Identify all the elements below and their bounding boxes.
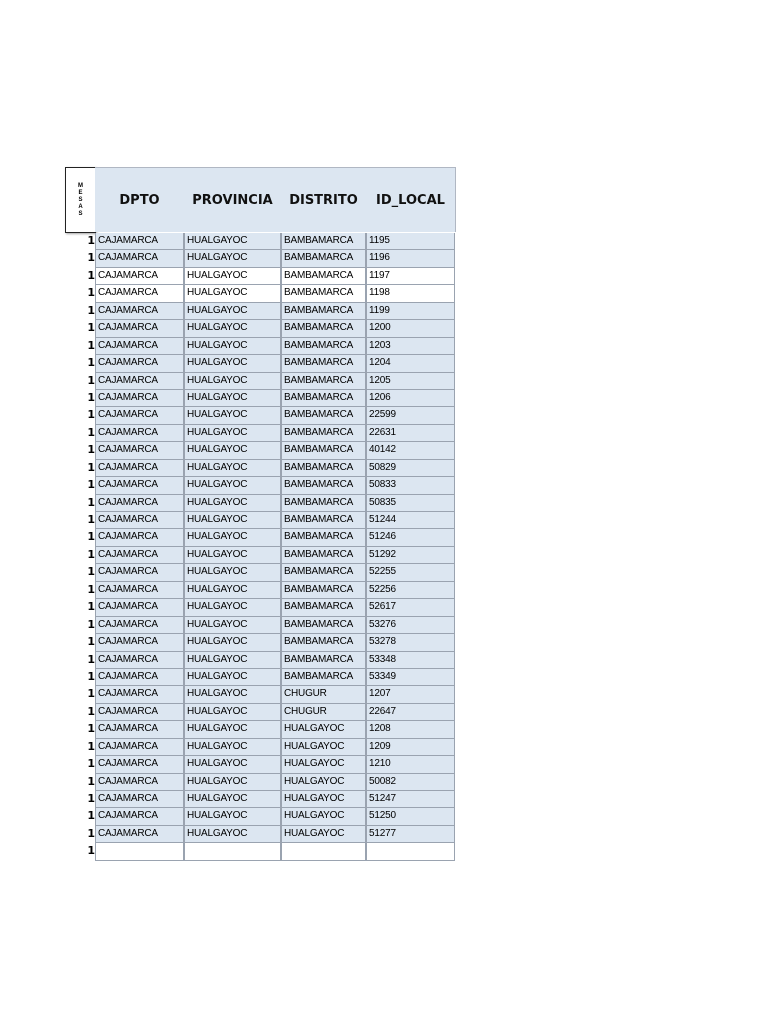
mesas-count[interactable]: 1 [87,268,95,282]
cell-provincia[interactable]: HUALGAYOC [184,442,281,459]
mesas-count[interactable]: 1 [87,635,95,649]
cell-provincia[interactable]: HUALGAYOC [184,791,281,808]
cell-distrito[interactable]: BAMBAMARCA [281,652,366,669]
mesas-count[interactable]: 1 [87,390,95,404]
cell-id-local[interactable]: 1207 [366,686,455,703]
cell-distrito[interactable]: BAMBAMARCA [281,669,366,686]
cell-distrito[interactable]: HUALGAYOC [281,826,366,843]
mesas-count[interactable]: 1 [87,669,95,683]
cell-dpto[interactable]: CAJAMARCA [95,582,184,599]
mesas-count[interactable]: 1 [87,425,95,439]
cell-provincia[interactable]: HUALGAYOC [184,460,281,477]
mesas-count[interactable]: 1 [87,809,95,823]
cell-dpto[interactable]: CAJAMARCA [95,669,184,686]
cell-distrito[interactable]: BAMBAMARCA [281,634,366,651]
cell-dpto[interactable]: CAJAMARCA [95,599,184,616]
cell-provincia[interactable]: HUALGAYOC [184,233,281,250]
cell-provincia[interactable]: HUALGAYOC [184,721,281,738]
cell-provincia[interactable]: HUALGAYOC [184,512,281,529]
cell-provincia[interactable]: HUALGAYOC [184,495,281,512]
cell-dpto[interactable]: CAJAMARCA [95,564,184,581]
cell-provincia[interactable]: HUALGAYOC [184,425,281,442]
cell-provincia[interactable]: HUALGAYOC [184,617,281,634]
mesas-count[interactable]: 1 [87,356,95,370]
cell-provincia[interactable]: HUALGAYOC [184,686,281,703]
cell-dpto[interactable]: CAJAMARCA [95,791,184,808]
cell-dpto[interactable]: CAJAMARCA [95,233,184,250]
cell-dpto[interactable]: CAJAMARCA [95,320,184,337]
mesas-letter: S [78,196,83,203]
mesas-count[interactable]: 1 [87,687,95,701]
mesas-count[interactable]: 1 [87,565,95,579]
cell-id-local[interactable]: 50835 [366,495,455,512]
mesas-count[interactable]: 1 [87,617,95,631]
mesas-count[interactable]: 1 [87,513,95,526]
cell-distrito[interactable]: BAMBAMARCA [281,303,366,320]
cell-distrito[interactable]: HUALGAYOC [281,774,366,791]
cell-id-local[interactable]: 1197 [366,268,455,285]
mesas-count[interactable]: 1 [87,234,95,247]
mesas-letter: M [78,182,83,189]
mesas-count[interactable]: 1 [87,443,95,457]
cell-provincia[interactable]: HUALGAYOC [184,355,281,372]
cell-id-local[interactable]: 1209 [366,739,455,756]
cell-provincia[interactable]: HUALGAYOC [184,582,281,599]
cell-id-local[interactable]: 53349 [366,669,455,686]
cell-id-local[interactable]: 50833 [366,477,455,494]
cell-dpto[interactable]: CAJAMARCA [95,704,184,721]
cell-distrito[interactable]: BAMBAMARCA [281,285,366,302]
mesas-count[interactable]: 1 [87,774,95,788]
cell-dpto[interactable]: CAJAMARCA [95,460,184,477]
cell-distrito[interactable]: BAMBAMARCA [281,495,366,512]
cell-id-local[interactable]: 53278 [366,634,455,651]
cell-id-local[interactable]: 50082 [366,774,455,791]
cell-dpto[interactable]: CAJAMARCA [95,826,184,843]
cell-id-local[interactable]: 1208 [366,721,455,738]
mesas-count[interactable]: 1 [87,547,95,561]
cell-provincia[interactable]: HUALGAYOC [184,338,281,355]
cell-id-local[interactable]: 51244 [366,512,455,529]
mesas-count[interactable]: 1 [87,530,95,544]
cell-dpto[interactable]: CAJAMARCA [95,756,184,773]
cell-distrito[interactable]: HUALGAYOC [281,808,366,825]
mesas-count[interactable]: 1 [87,826,95,840]
cell-distrito[interactable]: CHUGUR [281,686,366,703]
cell-provincia[interactable]: HUALGAYOC [184,477,281,494]
cell-id-local[interactable]: 1203 [366,338,455,355]
cell-distrito[interactable]: BAMBAMARCA [281,338,366,355]
cell-provincia[interactable]: HUALGAYOC [184,303,281,320]
cell-dpto[interactable]: CAJAMARCA [95,652,184,669]
cell-id-local[interactable]: 22647 [366,704,455,721]
cell-distrito[interactable]: BAMBAMARCA [281,407,366,424]
cell-provincia[interactable]: HUALGAYOC [184,634,281,651]
cell-dpto[interactable]: CAJAMARCA [95,303,184,320]
mesas-count[interactable]: 1 [87,600,95,614]
cell-id-local[interactable]: 51292 [366,547,455,564]
cell-dpto[interactable]: CAJAMARCA [95,686,184,703]
header-distrito[interactable]: DISTRITO [281,167,367,232]
mesas-header-cell[interactable] [65,167,96,233]
cell-dpto[interactable]: CAJAMARCA [95,774,184,791]
cell-id-local[interactable]: 22631 [366,425,455,442]
cell-distrito[interactable]: BAMBAMARCA [281,617,366,634]
cell-id-local[interactable]: 1205 [366,373,455,390]
mesas-count[interactable]: 1 [87,408,95,422]
cell-provincia[interactable]: HUALGAYOC [184,826,281,843]
mesas-count[interactable]: 1 [87,338,95,352]
cell-distrito[interactable]: BAMBAMARCA [281,268,366,285]
cell-provincia[interactable]: HUALGAYOC [184,808,281,825]
cell-dpto[interactable]: CAJAMARCA [95,268,184,285]
cell-id-local[interactable]: 1199 [366,303,455,320]
cell-provincia[interactable]: HUALGAYOC [184,373,281,390]
cell-distrito[interactable]: BAMBAMARCA [281,529,366,546]
cell-distrito[interactable]: BAMBAMARCA [281,547,366,564]
cell-provincia[interactable]: HUALGAYOC [184,547,281,564]
cell-id-local[interactable]: 51247 [366,791,455,808]
cell-provincia[interactable]: HUALGAYOC [184,285,281,302]
mesas-count[interactable]: 1 [87,844,95,858]
cell-id-local[interactable]: 1204 [366,355,455,372]
mesas-count[interactable]: 1 [87,321,95,335]
cell-provincia[interactable]: HUALGAYOC [184,756,281,773]
mesas-letter: E [78,189,83,196]
cell-provincia[interactable]: HUALGAYOC [184,704,281,721]
cell-id-local[interactable]: 1198 [366,285,455,302]
cell-provincia[interactable]: HUALGAYOC [184,250,281,267]
cell-provincia[interactable]: HUALGAYOC [184,774,281,791]
cell-distrito[interactable]: BAMBAMARCA [281,512,366,529]
cell-dpto[interactable]: CAJAMARCA [95,407,184,424]
cell-distrito[interactable]: BAMBAMARCA [281,355,366,372]
cell-distrito[interactable]: HUALGAYOC [281,756,366,773]
cell-id-local[interactable]: 1196 [366,250,455,267]
cell-distrito[interactable]: BAMBAMARCA [281,442,366,459]
cell-distrito[interactable]: HUALGAYOC [281,739,366,756]
cell-distrito[interactable]: BAMBAMARCA [281,582,366,599]
cell-provincia[interactable]: HUALGAYOC [184,599,281,616]
mesas-count[interactable]: 1 [87,373,95,387]
cell-id-local[interactable]: 1195 [366,233,455,250]
header-dpto[interactable]: DPTO [95,167,185,232]
cell-id-local[interactable]: 53348 [366,652,455,669]
cell-id-local[interactable]: 52617 [366,599,455,616]
cell-dpto[interactable]: CAJAMARCA [95,250,184,267]
cell-distrito[interactable]: BAMBAMARCA [281,477,366,494]
cell-provincia[interactable]: HUALGAYOC [184,407,281,424]
cell-provincia[interactable]: HUALGAYOC [184,268,281,285]
cell-id-local[interactable]: 52255 [366,564,455,581]
cell-id-local[interactable]: 40142 [366,442,455,459]
mesas-count[interactable]: 1 [87,495,95,509]
cell-id-local[interactable]: 1206 [366,390,455,407]
cell-id-local[interactable]: 53276 [366,617,455,634]
mesas-count[interactable]: 1 [87,286,95,300]
cell-id-local[interactable]: 51250 [366,808,455,825]
mesas-count[interactable]: 1 [87,478,95,492]
cell-dpto[interactable]: CAJAMARCA [95,808,184,825]
cell-distrito[interactable]: HUALGAYOC [281,791,366,808]
cell-dpto[interactable] [95,843,184,860]
cell-distrito[interactable]: BAMBAMARCA [281,425,366,442]
mesas-count[interactable]: 1 [87,792,95,805]
cell-dpto[interactable]: CAJAMARCA [95,547,184,564]
cell-dpto[interactable]: CAJAMARCA [95,425,184,442]
cell-dpto[interactable]: CAJAMARCA [95,390,184,407]
cell-provincia[interactable]: HUALGAYOC [184,564,281,581]
cell-dpto[interactable]: CAJAMARCA [95,373,184,390]
cell-id-local[interactable]: 51277 [366,826,455,843]
cell-dpto[interactable]: CAJAMARCA [95,529,184,546]
cell-id-local[interactable]: 50829 [366,460,455,477]
mesas-count[interactable]: 1 [87,582,95,596]
cell-dpto[interactable]: CAJAMARCA [95,739,184,756]
cell-provincia[interactable]: HUALGAYOC [184,739,281,756]
cell-distrito[interactable]: HUALGAYOC [281,721,366,738]
cell-provincia[interactable]: HUALGAYOC [184,390,281,407]
mesas-count[interactable]: 1 [87,303,95,317]
cell-dpto[interactable]: CAJAMARCA [95,338,184,355]
mesas-count[interactable]: 1 [87,739,95,753]
cell-dpto[interactable]: CAJAMARCA [95,355,184,372]
cell-distrito[interactable]: BAMBAMARCA [281,233,366,250]
cell-dpto[interactable]: CAJAMARCA [95,442,184,459]
cell-distrito[interactable] [281,843,366,860]
cell-distrito[interactable]: BAMBAMARCA [281,320,366,337]
cell-id-local[interactable]: 22599 [366,407,455,424]
cell-provincia[interactable]: HUALGAYOC [184,529,281,546]
cell-distrito[interactable]: BAMBAMARCA [281,564,366,581]
cell-dpto[interactable]: CAJAMARCA [95,721,184,738]
mesas-letter: S [78,210,83,217]
cell-id-local[interactable]: 1210 [366,756,455,773]
cell-distrito[interactable]: CHUGUR [281,704,366,721]
cell-id-local[interactable] [366,843,455,860]
cell-id-local[interactable]: 52256 [366,582,455,599]
mesas-count[interactable]: 1 [87,722,95,736]
mesas-count[interactable]: 1 [87,704,95,718]
cell-distrito[interactable]: BAMBAMARCA [281,390,366,407]
cell-dpto[interactable]: CAJAMARCA [95,477,184,494]
header-id-local[interactable]: ID_LOCAL [366,167,456,232]
cell-provincia[interactable] [184,843,281,860]
cell-dpto[interactable]: CAJAMARCA [95,285,184,302]
cell-id-local[interactable]: 51246 [366,529,455,546]
cell-distrito[interactable]: BAMBAMARCA [281,599,366,616]
cell-id-local[interactable]: 1200 [366,320,455,337]
cell-provincia[interactable]: HUALGAYOC [184,320,281,337]
cell-distrito[interactable]: BAMBAMARCA [281,373,366,390]
cell-distrito[interactable]: BAMBAMARCA [281,460,366,477]
header-provincia[interactable]: PROVINCIA [184,167,282,232]
mesas-count[interactable]: 1 [87,460,95,474]
cell-provincia[interactable]: HUALGAYOC [184,669,281,686]
mesas-count[interactable]: 1 [87,652,95,666]
cell-provincia[interactable]: HUALGAYOC [184,652,281,669]
cell-dpto[interactable]: CAJAMARCA [95,512,184,529]
cell-dpto[interactable]: CAJAMARCA [95,617,184,634]
cell-dpto[interactable]: CAJAMARCA [95,495,184,512]
mesas-count[interactable]: 1 [87,757,95,771]
cell-dpto[interactable]: CAJAMARCA [95,634,184,651]
mesas-letter: A [78,203,83,210]
cell-distrito[interactable]: BAMBAMARCA [281,250,366,267]
mesas-count[interactable]: 1 [87,251,95,265]
